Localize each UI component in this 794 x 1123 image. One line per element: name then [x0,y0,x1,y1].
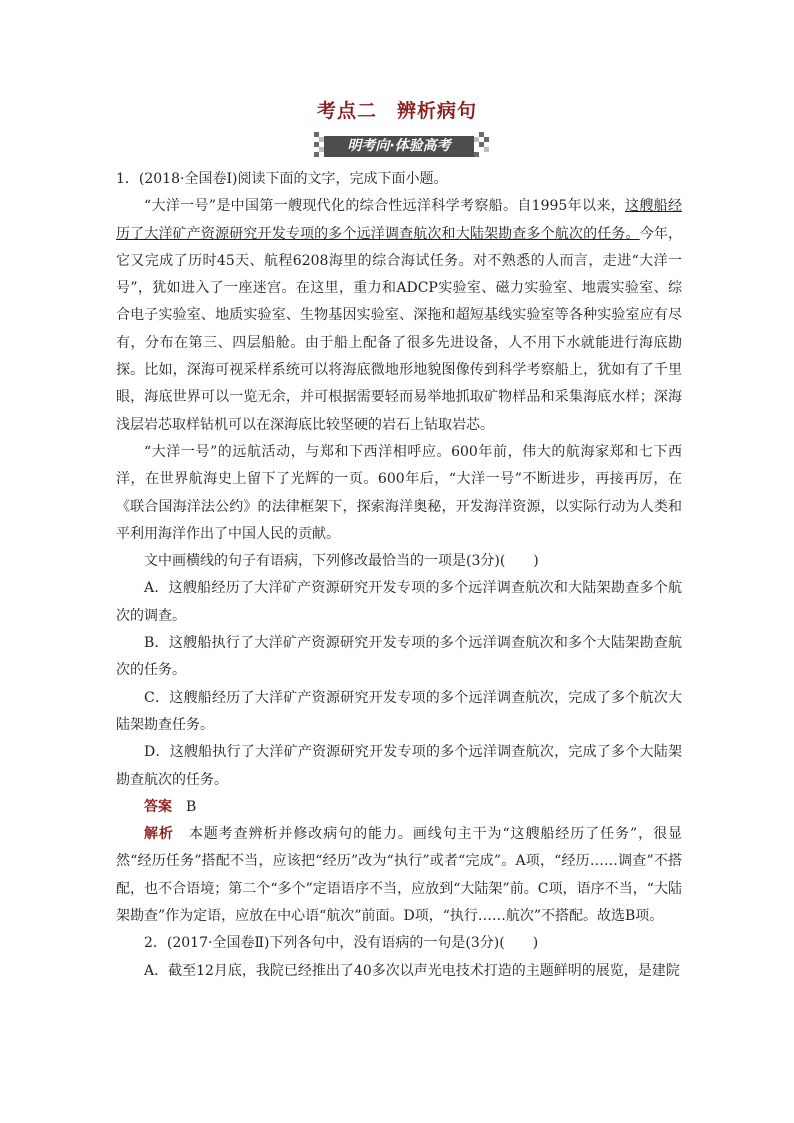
underlined-sentence: 这艘船经历了大洋矿产资源研究开发专项的多个远洋调查航次和大陆架勘查多个航次的任务。 [116,198,682,242]
answer-value: B [186,798,197,815]
section-title: 考点二 辨析病句 [316,100,477,122]
banner-label: 明考向·体验高考 [324,136,474,157]
option-d: D．这艘船执行了大洋矿产资源研究开发专项的多个远洋调查航次，完成了多个大陆架勘查航次的任务。 [116,744,682,788]
question-2-header: 2．(2017·全国卷Ⅱ)下列各句中，没有语病的一句是(3分)( ) [144,935,539,952]
passage-paragraph-1 [116,193,682,439]
option-b: B．这艘船执行了大洋矿产资源研究开发专项的多个远洋调查航次和多个大陆架勘查航次的任务。 [116,635,682,679]
answer-label: 答案 [144,798,172,815]
analysis-paragraph [116,821,682,930]
section-banner [314,132,492,162]
question-1-prompt: 文中画横线的句子有语病，下列修改最恰当的一项是(3分)( ) [144,553,539,570]
question-content [116,166,682,985]
option-c: C．这艘船经历了大洋矿产资源研究开发专项的多个远洋调查航次，完成了多个航次大陆架勘查任务。 [116,689,682,733]
passage-text: “大洋一号”是中国第一艘现代化的综合性远洋科学考察船。自1995年以来， [144,198,625,215]
analysis-label: 解析 [144,826,174,843]
passage-text: 今年，它又完成了历时45天、航程6208海里的综合海试任务。对不熟悉的人而言，走进“大洋一号”，犹如进入了一座迷宫。在这里，重力和ADCP实验室、磁力实验室、地震实验室、综合电子实验室、地质实验室、生物基因实验室、深拖和超短基线实验室等各种实验室应有尽有，分布在第三、四层船舱。由于船上配备了很多先进设备，人不用下水就能进行海底勘探。比如，深海可视采样系统可以将海底微地形地貌图像传到科学考察船上，犹如有了千里眼，海底世界可以一览无余，并可根据需要轻而易举地抓取矿物样品和采集海底水样；深海浅层岩芯取样钻机可以在深海底比较坚硬的岩石上钻取岩芯。 [116,225,683,433]
q2-option-a: A．截至12月底，我院已经推出了40多次以声光电技术打造的主题鲜明的展览，是建院 [144,962,680,979]
option-a: A．这艘船经历了大洋矿产资源研究开发专项的多个远洋调查航次和大陆架勘查多个航次的调查。 [116,580,682,624]
passage-paragraph-2: “大洋一号”的远航活动，与郑和下西洋相呼应。600年前，伟大的航海家郑和七下西洋，在世界航海史上留下了光辉的一页。600年后，“大洋一号”不断进步，再接再厉，在《联合国海洋法公约》的法律框架下，探索海洋奥秘，开发海洋资源，以实际行动为人类和平利用海洋作出了中国人民的贡献。 [116,443,682,542]
question-1-header: 1．(2018·全国卷Ⅰ)阅读下面的文字，完成下面小题。 [116,171,448,187]
analysis-text: 本题考查辨析并修改病句的能力。画线句主干为“这艘船经历了任务”，很显然“经历任务”搭配不当，应该把“经历”改为“执行”或者“完成”。A项，“经历……调查”不搭配，也不合语境；第二个“多个”定语语序不当，应放到“大陆架”前。C项，语序不当，“大陆架勘查”作为定语，应放在中心语“航次”前面。D项，“执行……航次”不搭配。故选B项。 [116,826,683,925]
answer-line [116,794,682,821]
